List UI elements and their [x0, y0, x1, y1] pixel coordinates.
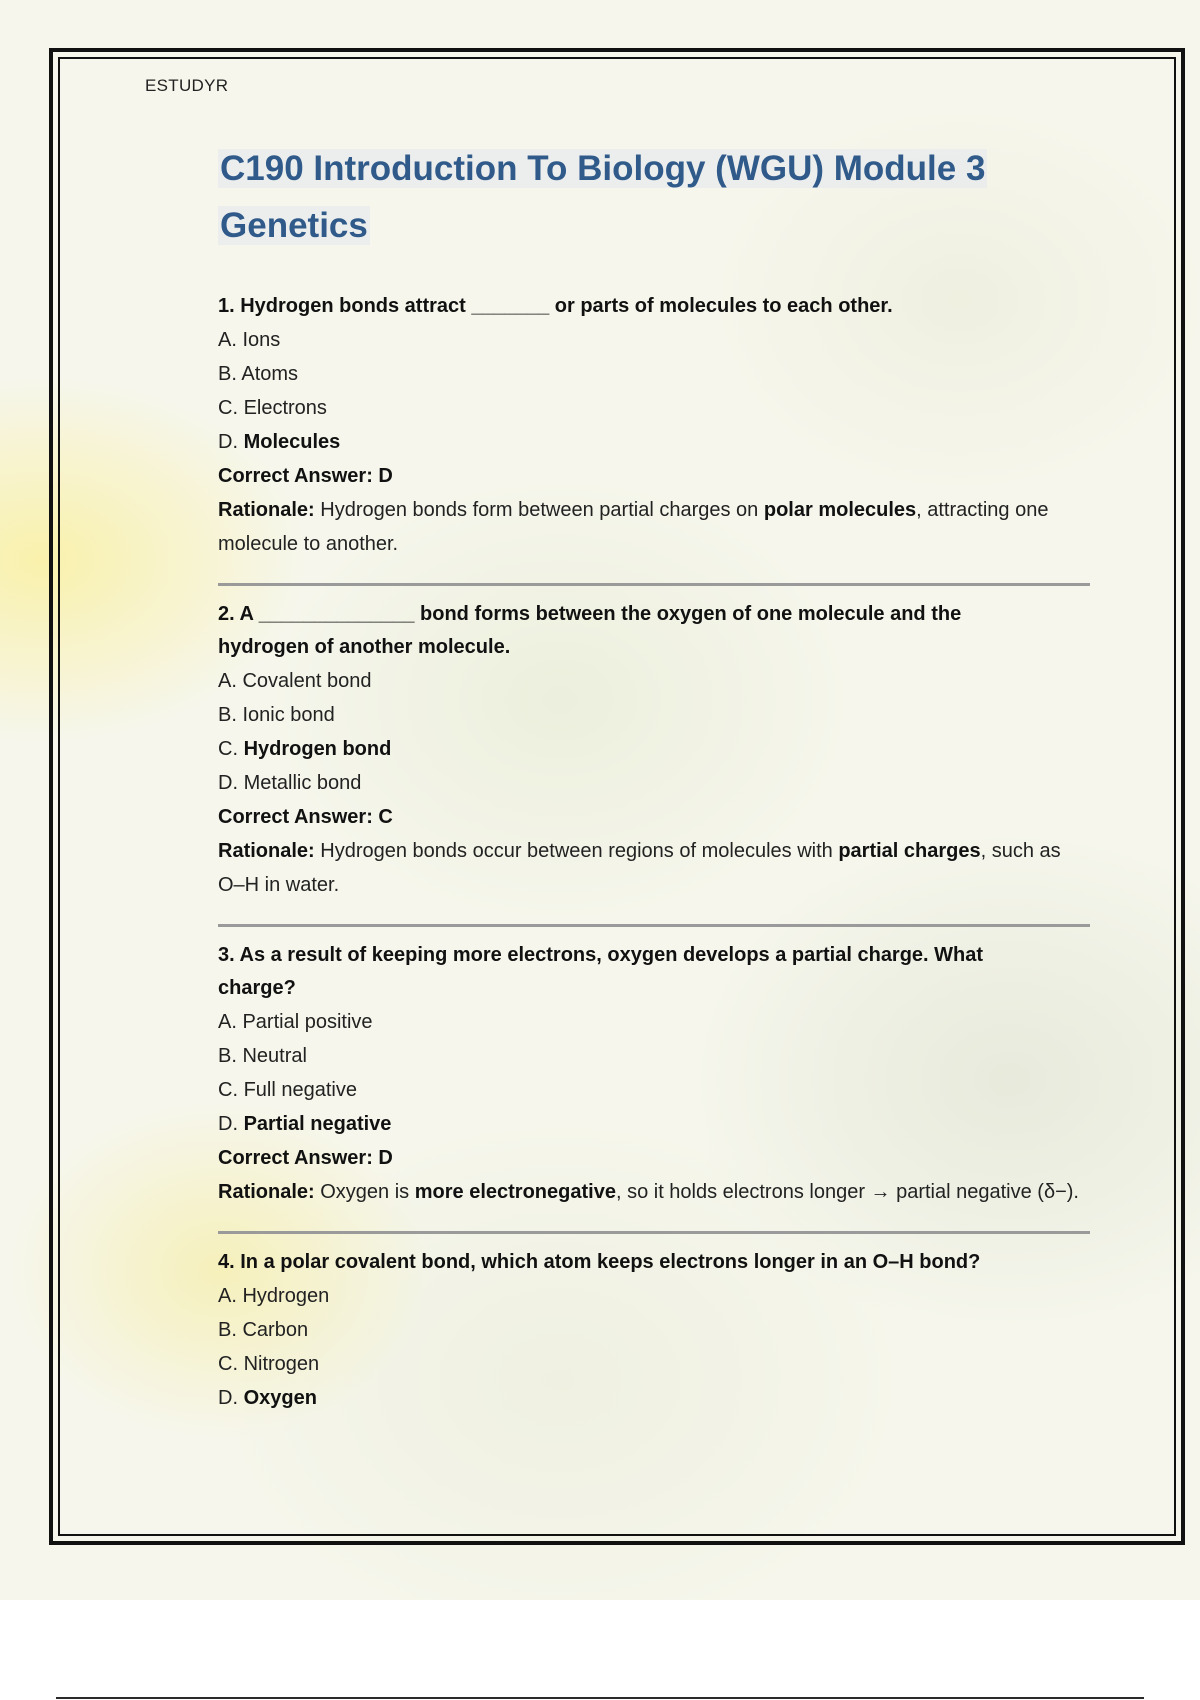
title-line-2: Genetics: [220, 206, 368, 245]
question-3-correct-answer: Correct Answer: D: [218, 1147, 393, 1169]
question-3-rationale: Rationale: Oxygen is more electronegative, so it holds electrons longer → partial negative (δ−).: [218, 1181, 1079, 1203]
question-4-text: 4. In a polar covalent bond, which atom keeps electrons longer in an O–H bond?: [218, 1251, 981, 1273]
question-4-option-b: B. Carbon: [218, 1319, 309, 1341]
question-1-option-b: B. Atoms: [218, 363, 299, 385]
question-2-text-line-1: 2. A ______________ bond forms between the oxygen of one molecule and the: [218, 603, 962, 625]
question-2-option-c: C. Hydrogen bond: [218, 738, 392, 760]
question-2-rationale: Rationale: Hydrogen bonds occur between regions of molecules with partial charges, such as O–H in water.: [218, 840, 1061, 896]
question-1-option-d: D. Molecules: [218, 431, 341, 453]
question-3-option-d: D. Partial negative: [218, 1113, 392, 1135]
question-2-text-line-2: hydrogen of another molecule.: [218, 636, 511, 658]
question-divider: [218, 924, 1090, 927]
question-3-option-c: C. Full negative: [218, 1079, 357, 1101]
question-2: [218, 598, 1090, 902]
question-divider: [218, 583, 1090, 586]
question-4-option-a: A. Hydrogen: [218, 1285, 330, 1307]
question-2-option-b: B. Ionic bond: [218, 704, 335, 726]
question-4: [218, 1246, 1090, 1415]
page-bottom-margin: [0, 1600, 1200, 1700]
footer-rule: [56, 1697, 1144, 1699]
question-3-option-b: B. Neutral: [218, 1045, 307, 1067]
question-1-option-a: A. Ions: [218, 329, 281, 351]
question-1-rationale: Rationale: Hydrogen bonds form between partial charges on polar molecules, attracting one molecule to another.: [218, 499, 1049, 555]
question-divider: [218, 1231, 1090, 1234]
question-1-option-c: C. Electrons: [218, 397, 327, 419]
question-3-text-line-1: 3. As a result of keeping more electrons, oxygen develops a partial charge. What: [218, 944, 984, 966]
question-3-option-a: A. Partial positive: [218, 1011, 373, 1033]
title-line-1: C190 Introduction To Biology (WGU) Module 3: [220, 149, 986, 188]
question-1: [218, 290, 1090, 561]
question-4-option-d: D. Oxygen: [218, 1387, 317, 1409]
question-1-text: 1. Hydrogen bonds attract _______ or parts of molecules to each other.: [218, 295, 893, 317]
question-2-option-d: D. Metallic bond: [218, 772, 362, 794]
question-3: [218, 939, 1090, 1209]
question-4-option-c: C. Nitrogen: [218, 1353, 320, 1375]
question-3-text-line-2: charge?: [218, 977, 296, 999]
brand-label: ESTUDYR: [145, 76, 229, 95]
question-1-correct-answer: Correct Answer: D: [218, 465, 393, 487]
document-title: [218, 140, 1078, 254]
question-2-correct-answer: Correct Answer: C: [218, 806, 393, 828]
question-list: [218, 290, 1090, 1415]
question-2-option-a: A. Covalent bond: [218, 670, 372, 692]
